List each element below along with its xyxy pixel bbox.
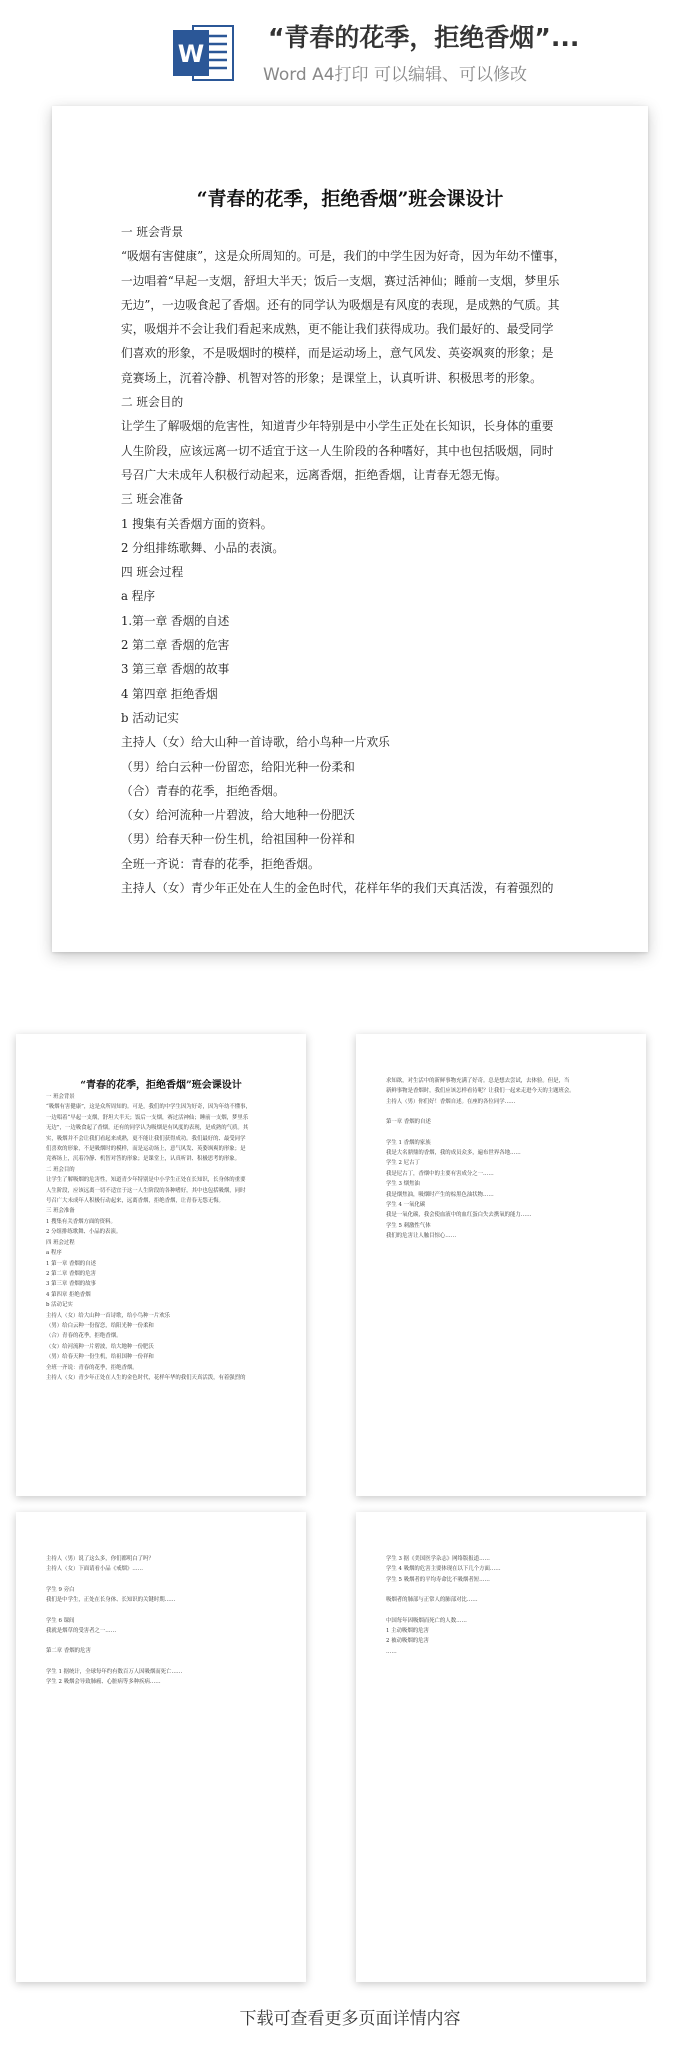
header: [0, 0, 700, 95]
thumb-line: 我是尼古丁，香烟中的主要有害成分之一……: [386, 1170, 494, 1177]
thumb-line: 学生 9 旁白: [46, 1586, 75, 1593]
body-line: b 活动记实: [121, 710, 179, 725]
thumb-line: 学生 5 刺激性气体: [386, 1222, 431, 1229]
thumb-line: 我是一氧化碳，我会使血液中的血红蛋白失去携氧的能力……: [386, 1212, 532, 1219]
body-line: 让学生了解吸烟的危害性，知道青少年特别是中小学生正处在长知识，长身体的重要: [121, 419, 554, 434]
thumb-line: 我是烟焦油，吸烟时产生的棕黑色油状物……: [386, 1191, 494, 1198]
thumb-line: 新鲜事物是香烟时，我们应该怎样看待呢？让我们一起来走进今天的主题班会。: [386, 1088, 575, 1095]
body-line: 主持人（女）给大山种一首诗歌，给小鸟种一片欢乐: [121, 735, 390, 750]
thumb-line: 号召广大未成年人积极行动起来，远离香烟，拒绝香烟，让青春无怨无悔。: [46, 1198, 224, 1205]
thumb-gap: [386, 1606, 616, 1616]
thumb-line: 求知欲，对生活中的新鲜事物充满了好奇。总是想去尝试，去体验。但是，当: [386, 1078, 570, 1084]
body-line: （女）给河流种一片碧波，给大地种一份肥沃: [121, 808, 355, 823]
body-line: 全班一齐说：青春的花季，拒绝香烟。: [121, 856, 320, 871]
thumb-gap: [46, 1657, 276, 1667]
thumb-line: 学生 3 据《美国医学杂志》网络版报道……: [386, 1556, 490, 1562]
thumb-gap: [46, 1636, 276, 1646]
page-thumbnail-2[interactable]: [356, 1034, 646, 1496]
body-line: “吸烟有害健康”，这是众所周知的。可是，我们的中学生因为好奇，因为年幼不懂事，: [121, 249, 566, 264]
body-line: 号召广大未成年人积极行动起来，远离香烟，拒绝香烟，让青春无怨无悔。: [121, 467, 507, 482]
download-more-link[interactable]: 下载可查看更多页面详情内容: [239, 2009, 461, 2029]
thumb-line: 竞赛场上，沉着冷静、机智对答的形象；是课堂上，认真听讲、积极思考的形象。: [46, 1156, 241, 1163]
body-line: （男）给春天种一份生机，给祖国种一份祥和: [121, 832, 355, 847]
thumb-line: 人生阶段，应该远离一切不适宜于这一人生阶段的各种嗜好，其中也包括吸烟，同时: [46, 1187, 246, 1194]
body-line: 三 班会准备: [121, 492, 184, 507]
thumb-line: 学生 3 烟焦油: [386, 1181, 420, 1188]
body-line: 4 第四章 拒绝香烟: [121, 686, 218, 701]
body-line: 竞赛场上，沉着冷静、机智对答的形象；是课堂上，认真听讲、积极思考的形象。: [121, 370, 542, 385]
body-line: 主持人（女）青少年正处在人生的金色时代，花样年华的我们天真活泼，有着强烈的: [121, 881, 554, 896]
thumb-line: 1 搜集有关香烟方面的资料。: [46, 1218, 116, 1225]
body-line: 1 搜集有关香烟方面的资料。: [121, 516, 273, 531]
thumb-line: a 程序: [46, 1250, 62, 1257]
body-line: 人生阶段，应该远离一切不适宜于这一人生阶段的各种嗜好，其中也包括吸烟，同时: [121, 443, 554, 458]
thumb-line: 学生 2 尼古丁: [386, 1160, 420, 1167]
thumb-line: 我们是中学生，正处在长身体、长知识的关键时期……: [46, 1597, 176, 1604]
body-line: 们喜欢的形象，不是吸烟时的模样，而是运动场上，意气风发、英姿飒爽的形象；是: [121, 346, 554, 361]
thumb-line: 们喜欢的形象，不是吸烟时的模样，而是运动场上，意气风发、英姿飒爽的形象；是: [46, 1146, 246, 1153]
thumb-line: 1 主动吸烟的危害: [386, 1628, 429, 1635]
body-line: 3 第三章 香烟的故事: [121, 662, 230, 677]
thumb-line: ……: [386, 1648, 397, 1655]
page-thumbnail-4[interactable]: [356, 1512, 646, 1982]
body-line: （合）青春的花季，拒绝香烟。: [121, 783, 285, 798]
thumb-line: 中国每年因吸烟而死亡的人数……: [386, 1617, 467, 1624]
thumb-gap: [46, 1606, 276, 1616]
thumb-line: 主持人（女）青少年正处在人生的金色时代，花样年华的我们天真活泼，有着强烈的: [46, 1374, 246, 1381]
thumbnail-body: [386, 1076, 616, 1242]
thumb-line: “吸烟有害健康”，这是众所周知的。可是，我们的中学生因为好奇，因为年幼不懂事，: [46, 1104, 251, 1111]
body-line: 2 第二章 香烟的危害: [121, 638, 230, 653]
page-thumbnail-3[interactable]: [16, 1512, 306, 1982]
thumb-line: 1 第一章 香烟的自述: [46, 1260, 96, 1267]
thumbnail-body: [46, 1554, 276, 1688]
thumb-line: 2 分组排练歌舞、小品的表演。: [46, 1229, 122, 1236]
body-line: 1.第一章 香烟的自述: [121, 613, 230, 628]
thumb-line: 三 班会准备: [46, 1208, 75, 1215]
thumb-line: 一边唱着“早起一支烟，舒坦大半天；饭后一支烟，赛过活神仙；睡前一支烟，梦里乐: [46, 1114, 249, 1121]
thumb-line: 实，吸烟并不会让我们看起来成熟，更不能让我们获得成功。我们最好的、最受同学: [46, 1135, 246, 1142]
thumb-line: 四 班会过程: [46, 1239, 75, 1246]
page-title: “青春的花季，拒绝香烟”班会课设计: [196, 188, 504, 210]
thumb-line: 吸烟者的肺部与正常人的肺部对比……: [386, 1597, 478, 1604]
body-line: 2 分组排练歌舞、小品的表演。: [121, 540, 285, 555]
body-line: 四 班会过程: [121, 565, 184, 580]
body-line: a 程序: [121, 589, 156, 604]
page-body: [121, 220, 591, 900]
thumb-line: 学生 5 吸烟者的平均寿命比不吸烟者短……: [386, 1576, 490, 1583]
thumb-line: 学生 1 香烟的家族: [386, 1139, 431, 1146]
thumb-line: 学生 2 吸烟会导致肺癌、心脏病等多种疾病……: [46, 1679, 161, 1686]
thumb-line: 我们的危害让人触目惊心……: [386, 1233, 457, 1240]
thumb-gap: [386, 1585, 616, 1595]
thumb-line: 主持人（女）下面请看小品《戒烟》……: [46, 1566, 144, 1573]
thumb-line: 2 被动吸烟的危害: [386, 1638, 429, 1645]
thumb-line: 主持人（男）说了这么多，你们都明白了吗？: [46, 1556, 154, 1562]
thumb-line: b 活动记实: [46, 1302, 73, 1309]
body-line: 无边”，一边吸食起了香烟。还有的同学认为吸烟是有风度的表现，是成熟的气质。其: [121, 297, 560, 312]
thumb-line: （女）给河流种一片碧波，给大地种一份肥沃: [46, 1343, 154, 1350]
thumb-line: 学生 4 一氧化碳: [386, 1202, 426, 1209]
thumb-line: （男）给白云种一份留恋，给阳光种一份柔和: [46, 1322, 154, 1329]
thumbnail-body: [46, 1092, 276, 1383]
body-line: 一 班会背景: [121, 225, 184, 239]
thumb-line: 学生 1 据统计，全球每年约有数百万人因吸烟而死亡……: [46, 1668, 183, 1675]
svg-text:W: W: [177, 40, 205, 68]
thumb-line: 我是大名鼎鼎的香烟，我的成员众多，遍布世界各地……: [386, 1150, 521, 1157]
thumb-line: 4 第四章 拒绝香烟: [46, 1291, 91, 1298]
thumb-line: （男）给春天种一份生机，给祖国种一份祥和: [46, 1354, 154, 1361]
thumb-line: 一 班会背景: [46, 1094, 75, 1100]
body-line: 一边唱着“早起一支烟，舒坦大半天；饭后一支烟，赛过活神仙；睡前一支烟，梦里乐: [121, 273, 560, 288]
thumb-line: 2 第二章 香烟的危害: [46, 1270, 96, 1277]
thumb-line: 3 第三章 香烟的故事: [46, 1281, 96, 1288]
document-title: “青春的花季，拒绝香烟”...: [268, 23, 580, 52]
body-line: 二 班会目的: [121, 395, 184, 410]
thumb-gap: [46, 1575, 276, 1585]
thumb-line: 二 班会目的: [46, 1166, 75, 1173]
thumb-line: 全班一齐说：青春的花季，拒绝香烟。: [46, 1364, 138, 1371]
thumbnail-body: [386, 1554, 616, 1657]
thumb-line: 学生 6 课间: [46, 1617, 75, 1624]
body-line: （男）给白云种一份留恋，给阳光种一份柔和: [121, 759, 355, 774]
thumb-line: 让学生了解吸烟的危害性，知道青少年特别是中小学生正处在长知识，长身体的重要: [46, 1177, 246, 1184]
document-page-preview: [52, 106, 648, 952]
body-line: 实，吸烟并不会让我们看起来成熟，更不能让我们获得成功。我们最好的、最受同学: [121, 322, 554, 337]
thumb-line: （合）青春的花季，拒绝香烟。: [46, 1333, 122, 1340]
thumb-gap: [386, 1128, 616, 1138]
thumb-line: 学生 4 吸烟的危害主要体现在以下几个方面……: [386, 1566, 501, 1573]
word-document-icon: [171, 20, 237, 86]
thumb-gap: [386, 1107, 616, 1117]
page-thumbnail-1[interactable]: [16, 1034, 306, 1496]
thumb-line: 第一章 香烟的自述: [386, 1119, 431, 1126]
thumb-line: 无边”，一边吸食起了香烟。还有的同学认为吸烟是有风度的表现，是成熟的气质。其: [46, 1125, 249, 1132]
thumbnail-title: “青春的花季，拒绝香烟”班会课设计: [80, 1080, 242, 1091]
thumb-line: 第二章 香烟的危害: [46, 1648, 91, 1655]
document-subtitle: Word A4打印 可以编辑、可以修改: [263, 65, 527, 85]
thumb-line: 主持人（女）给大山种一首诗歌，给小鸟种一片欢乐: [46, 1312, 170, 1319]
thumb-line: 我就是烟草的受害者之一……: [46, 1628, 117, 1635]
thumb-line: 主持人（男）你们好！香烟自述。在座的各位同学……: [386, 1098, 516, 1105]
